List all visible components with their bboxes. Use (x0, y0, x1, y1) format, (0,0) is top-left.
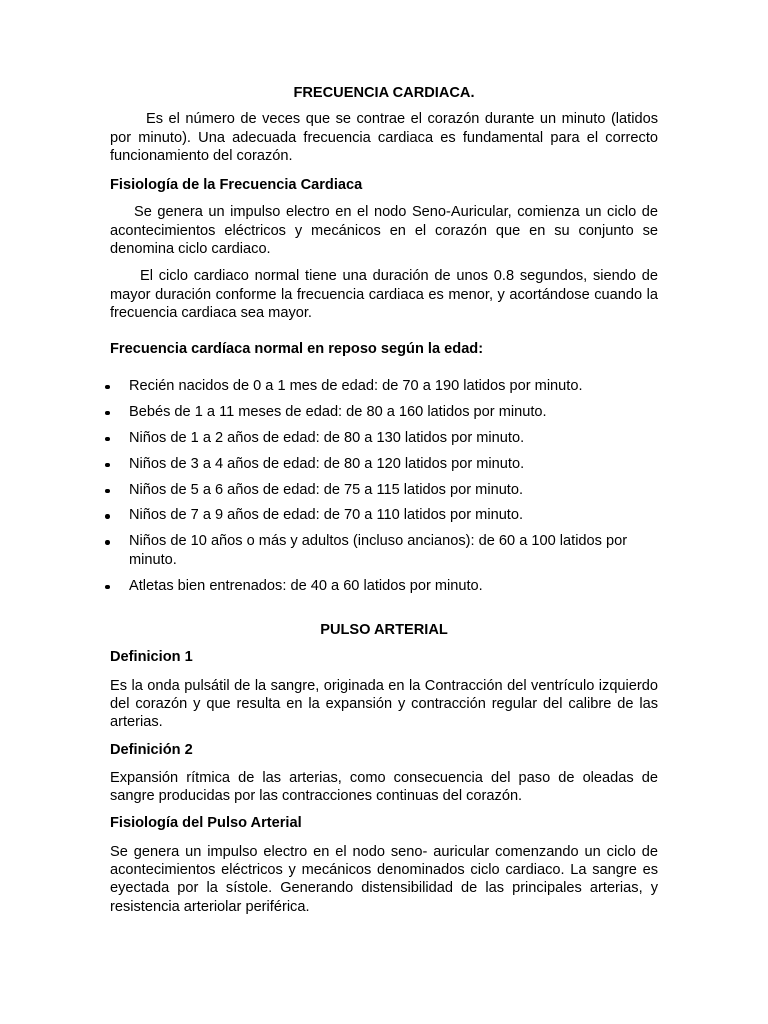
bullet-icon (105, 437, 110, 442)
intro-paragraph: Es el número de veces que se contrae el corazón durante un minuto (latidos por minuto). Una adecuada frecuencia cardiaca es fundamental para el correcto funcionamiento del corazón. (110, 111, 658, 164)
list-item (110, 532, 658, 569)
bullet-icon (105, 514, 110, 519)
physiology-paragraph-1: Se genera un impulso electro en el nodo Seno-Auricular, comienza un ciclo de acontecimientos eléctricos y mecánicos en el corazón que en su conjunto se denomina ciclo cardiaco. (110, 204, 658, 258)
section-title-frecuencia-cardiaca: FRECUENCIA CARDIACA. (293, 85, 475, 101)
physiology-paragraph-2: El ciclo cardiaco normal tiene una duración de unos 0.8 segundos, siendo de mayor duración conforme la frecuencia cardiaca es menor, y acortándose cuando la frecuencia cardiaca sea mayor. (110, 268, 658, 321)
list-item (110, 481, 658, 499)
heading-fisiologia-frecuencia: Fisiología de la Frecuencia Cardiaca (110, 177, 363, 194)
list-item-text: Niños de 5 a 6 años de edad: de 75 a 115 latidos por minuto. (129, 481, 524, 498)
list-item (110, 429, 658, 447)
heart-rate-by-age-list (110, 377, 658, 595)
bullet-icon (105, 411, 110, 416)
heading-definicion-1: Definicion 1 (110, 649, 193, 666)
bullet-icon (105, 585, 110, 590)
heading-fisiologia-pulso: Fisiología del Pulso Arterial (110, 815, 302, 832)
bullet-icon (105, 385, 110, 390)
bullet-icon (105, 540, 110, 545)
list-item-text: Niños de 7 a 9 años de edad: de 70 a 110 latidos por minuto. (129, 507, 524, 524)
list-item-text: Niños de 3 a 4 años de edad: de 80 a 120 latidos por minuto. (129, 455, 525, 472)
definition-1-paragraph: Es la onda pulsátil de la sangre, originada en la Contracción del ventrículo izquierdo del corazón y que resulta en la expansión y contracción regular del calibre de las arterias. (110, 677, 658, 731)
list-item-text: Bebés de 1 a 11 meses de edad: de 80 a 160 latidos por minuto. (129, 403, 547, 420)
list-item (110, 577, 658, 595)
heading-definicion-2: Definición 2 (110, 741, 193, 758)
bullet-icon (105, 463, 110, 468)
list-item (110, 377, 658, 395)
heading-frecuencia-reposo: Frecuencia cardíaca normal en reposo según la edad: (110, 341, 484, 358)
definition-2-paragraph: Expansión rítmica de las arterias, como consecuencia del paso de oleadas de sangre producidas por las contracciones continuas del corazón. (110, 769, 658, 805)
document-page (110, 84, 658, 916)
list-item-text: Niños de 1 a 2 años de edad: de 80 a 130 latidos por minuto. (129, 429, 525, 446)
list-item-text: Niños de 10 años o más y adultos (incluso ancianos): de 60 a 100 latidos por minuto. (129, 533, 628, 568)
list-item-text: Atletas bien entrenados: de 40 a 60 latidos por minuto. (129, 577, 483, 594)
bullet-icon (105, 489, 110, 494)
list-item (110, 455, 658, 473)
pulse-physiology-paragraph: Se genera un impulso electro en el nodo seno- auricular comenzando un ciclo de acontecimientos eléctricos y mecánicos denominados ciclo cardiaco. La sangre es eyectada por la sístole. Generando distensibilidad de las principales arterias, y resistencia arteriolar periférica. (110, 843, 658, 915)
list-item (110, 506, 658, 524)
section-title-pulso-arterial: PULSO ARTERIAL (320, 622, 448, 639)
list-item-text: Recién nacidos de 0 a 1 mes de edad: de 70 a 190 latidos por minuto. (129, 377, 583, 394)
list-item (110, 403, 658, 421)
